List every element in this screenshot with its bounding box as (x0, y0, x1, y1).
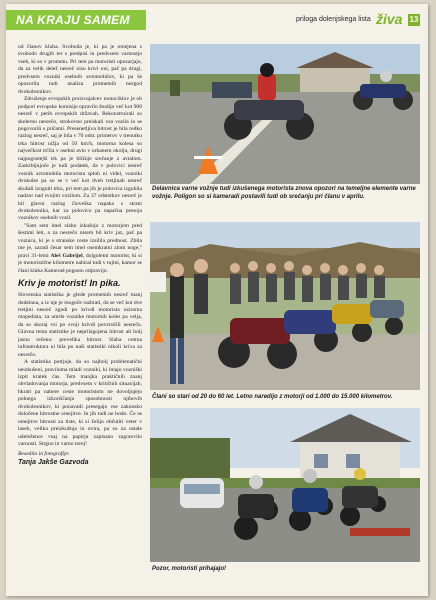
page-header (6, 10, 428, 30)
quote-rest: , dolgoletni motorist, ki si je motoristične kilometre nabiral tudi v tujini, kamor se člani kluba Kamerad pogosto odpravijo. (18, 252, 142, 274)
brand-logo: živa (376, 11, 403, 27)
supplement-label: priloga dolenjskega lista (296, 16, 371, 23)
article-paragraph: Slovenska statistika je glede prometnih nesreč manj dodelana, a iz nje je mogoče razbrati, da se več kot dve tretjini nesreč zgodi po krivdi motorista oziroma mopedista, za umrle voznike motornih koles pa velja, da so skoraj vsi po svoji krivdi povzročili nesrečo. Glavna tema statistike je neprilagojena hitrost ali bolj jasno rečeno: prevelika hitrost. Slaba cestna infrastruktura ni bila po naši statistiki nikoli kriva za nesrečo. (18, 292, 142, 358)
photo-training-polygon (150, 44, 420, 184)
quote-person: Aleš Gabrijel (50, 252, 83, 259)
photo-riders-arriving (150, 408, 420, 562)
author-name: Tanja Jakše Gazvoda (18, 459, 89, 467)
page-number: 13 (409, 15, 419, 24)
article-paragraph (18, 223, 142, 275)
article-paragraph: Združenje evropskih proizvajalcev motociklov je ob podpori evropske komisije opravilo študijo več kot 900 nesreč v petih evropskih državah. Rekonstruirali so skelerno nesrečo, strokovno preiskali vsa vozila in se pogovorili s pričami. Presenetljiva hitrost je bila redko razlog nesreč, saj je bila v 70 odst. primerov v trenutku trka hitrost nižja od 50 km/h, motorna kolesa so največkrat trčila v osebni avto v urbanem okolju, drugi najpogostejši trk pa je bližnje srečanje z avtalom. Zaskrbljujoče je tudi podatek, da v polovici nesreč voznik avtomobila motorista sploh ni videl, vozniki dvokoles pa so se v več kot dveh tretjinah nesreč skušali izogniti trku, pri tem pa jih je polovica izgubila nadzor nad svojim vozilom. Za 37 odstotkov nesreč je bil glavni razlog človeška napaka s strani dvokolesnika, kar za polovico pa napačna presoja voznikov osebnih vozil. (18, 96, 142, 222)
photo-club-members (150, 222, 420, 390)
article-paragraph: od članov kluba. Svoboda je, ki pa je omejena s svobodo drugih ter s predpisi in predvsem varnostjo vseh, ki so v prometu. Pri tem pa motoristi opozarjajo, da za velik delež nesreč niso krivi oni, pač pa drugi, predvsem vozniki osebnih avtomobilov, ki pa še opozorila tudi analiza prometnih nezgod dvokolesnikov. (18, 44, 142, 95)
photo-caption: Delavnica varne vožnje tudi izkušenega motorista znova opozori na temeljne elemente varne vožnje. Poligon so si kameradi postavili tudi ob srečanju pri članu v aprilu. (152, 186, 416, 200)
section-kicker: NA KRAJU SAMEM (16, 13, 130, 27)
photo-caption: Člani so stari od 20 do 60 let. Letno naredijo z motorji od 1.000 do 15.000 kilometrov. (152, 394, 393, 400)
quote-lead: "Sam sem imel slabo izkušnjo z motorjem pred šestimi leti, a za nesrečo nisem bil kriv jaz, pač pa voznica, ki je s stranske ceste izsilila prednost. Zbila me je, zaradi česar sem imel osemkratni zlom noge," pravi 31-letni (18, 222, 142, 259)
article-paragraph: A statistika potrjuje, da so najbolj problematični neizkušeni, pravilomа mladi vozniki, ki imajo vozniški izpit kratek čas. Tem manjka praktičnih znanj obvladovanja motorja, predvsem v kritičnih situacijah, hkrati pa nabere ceste motoristom ne dovoljujejo polnega izkoriščanja sposobnosti njihovih dvokolesnikov, ki ponavadi presegajo vse zakonsko določene hitrostne omejitve. In jih tudi ne bodo. Če se omejitve hitrosti za tiste, ki si želijo občutiti veter v laseh, velika preizkušnja in ovira, pa so za ostale udeležence vsaj na papirju zapisano zagotovilo varnosti. Strgno in varno torej! (18, 359, 142, 448)
article-subhead: Kriv je motorist! In pika. (18, 278, 121, 289)
magazine-page (6, 4, 428, 596)
article-column (18, 44, 142, 584)
credit-label: Besedilo in fotografije: (18, 450, 70, 457)
photo-caption: Pozor, motoristi prihajajo! (152, 566, 227, 572)
